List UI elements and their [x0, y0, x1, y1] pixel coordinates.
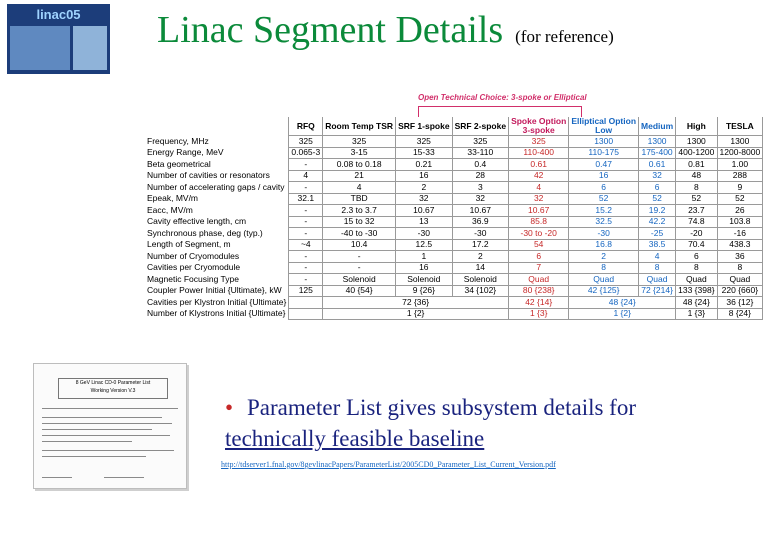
table-cell: 72 {36}	[323, 297, 509, 309]
col-label: Low	[595, 125, 613, 135]
table-cell: 9 {26}	[396, 285, 453, 297]
col-header-spoke	[509, 117, 569, 136]
document-line	[42, 450, 174, 451]
table-cell: 0.4	[452, 159, 509, 171]
table-cell: 15 to 32	[323, 216, 396, 228]
table-cell: 0.81	[676, 159, 717, 171]
col-header: SRF 2-spoke	[452, 117, 509, 136]
slide-title	[157, 8, 614, 52]
table-cell: -	[289, 262, 323, 274]
document-line	[42, 417, 162, 418]
parameter-label: Energy Range, MeV	[147, 147, 224, 158]
bullet-point	[225, 392, 715, 454]
parameter-label: Number of cavities or resonators	[147, 170, 270, 181]
table-cell: 36 {12}	[717, 297, 763, 309]
table-cell: 42.2	[639, 216, 676, 228]
table-cell: 80 {238}	[509, 285, 569, 297]
parameter-label: Length of Segment, m	[147, 239, 231, 250]
col-header: Medium	[639, 117, 676, 136]
table-cell: 8 {24}	[717, 308, 763, 320]
parameter-label: Epeak, MV/m	[147, 193, 199, 204]
table-cell: Quad	[569, 274, 639, 286]
table-cell: 21	[323, 170, 396, 182]
title-text: Linac Segment Details	[157, 9, 504, 51]
table-cell: 33-110	[452, 147, 509, 159]
table-cell: -20	[676, 228, 717, 240]
document-line	[42, 477, 72, 478]
table-cell: 28	[452, 170, 509, 182]
table-cell: -	[323, 262, 396, 274]
table-cell: 325	[509, 136, 569, 148]
document-line	[42, 456, 146, 457]
table-cell: 15.2	[569, 205, 639, 217]
table-cell: -	[289, 216, 323, 228]
table-cell: Solenoid	[452, 274, 509, 286]
table-cell: 32.1	[289, 193, 323, 205]
document-version: Working Version V.3	[90, 388, 136, 394]
table-cell: 19.2	[639, 205, 676, 217]
table-cell: 288	[717, 170, 763, 182]
col-label: 3-spoke	[522, 125, 555, 135]
col-header: TESLA	[717, 117, 763, 136]
table-row	[147, 228, 763, 240]
table-cell: Quad	[509, 274, 569, 286]
table-cell: 36	[717, 251, 763, 263]
table-cell: 1300	[569, 136, 639, 148]
table-cell: -16	[717, 228, 763, 240]
parameter-label: Cavities per Klystron Initial {Ultimate}	[147, 296, 287, 307]
table-row	[147, 297, 763, 309]
table-cell: 4	[639, 251, 676, 263]
table-row	[147, 159, 763, 171]
table-cell: 125	[289, 285, 323, 297]
table-cell: 16	[396, 170, 453, 182]
parameter-table	[147, 117, 763, 320]
table-cell: 110-175	[569, 147, 639, 159]
table-cell: 16	[396, 262, 453, 274]
table-cell: -40 to -30	[323, 228, 396, 240]
table-cell: 15-33	[396, 147, 453, 159]
table-row	[147, 216, 763, 228]
table-cell: 52	[569, 193, 639, 205]
document-line	[42, 429, 152, 430]
table-cell: 14	[452, 262, 509, 274]
table-cell: 42 {125}	[569, 285, 639, 297]
table-cell: Solenoid	[323, 274, 396, 286]
table-cell: 1 {3}	[676, 308, 717, 320]
table-cell: 32	[452, 193, 509, 205]
table-cell: 54	[509, 239, 569, 251]
table-cell: 10.4	[323, 239, 396, 251]
table-cell: 85.8	[509, 216, 569, 228]
table-cell: 8	[676, 262, 717, 274]
group-label: Elliptical Option	[571, 116, 637, 126]
table-cell: -	[289, 182, 323, 194]
table-body	[147, 136, 763, 320]
table-cell: 42	[509, 170, 569, 182]
document-line	[42, 423, 172, 424]
table-cell: 32	[639, 170, 676, 182]
col-header: Room Temp TSR	[323, 117, 396, 136]
table-cell: -30	[452, 228, 509, 240]
table-row	[147, 308, 763, 320]
table-cell: 6	[569, 182, 639, 194]
table-cell: 72 {214}	[639, 285, 676, 297]
table-cell: 0.47	[569, 159, 639, 171]
table-cell: 17.2	[452, 239, 509, 251]
parameter-label: Coupler Power Initial {Ultimate}, kW	[147, 285, 282, 296]
table-cell: Solenoid	[396, 274, 453, 286]
table-cell: -	[323, 251, 396, 263]
table-cell: 1 {2}	[323, 308, 509, 320]
table-cell: 1300	[676, 136, 717, 148]
open-choice-annotation: Open Technical Choice: 3-spoke or Elliptical	[418, 93, 587, 102]
table-cell: 438.3	[717, 239, 763, 251]
table-cell: 6	[676, 251, 717, 263]
document-line	[42, 408, 178, 409]
table-cell: 36.9	[452, 216, 509, 228]
table-cell: 34 {102}	[452, 285, 509, 297]
table-cell	[289, 308, 323, 320]
table-cell: 2	[569, 251, 639, 263]
document-line	[42, 435, 170, 436]
table-cell: 12.5	[396, 239, 453, 251]
table-cell: -	[289, 159, 323, 171]
table-cell: 16.8	[569, 239, 639, 251]
table-cell	[289, 297, 323, 309]
table-cell: -30	[396, 228, 453, 240]
document-line	[42, 441, 132, 442]
table-cell: 2.3 to 3.7	[323, 205, 396, 217]
bullet-text: Parameter List gives subsystem details for	[247, 395, 637, 420]
table-cell: 1 {3}	[509, 308, 569, 320]
col-header: High	[676, 117, 717, 136]
table-cell: -	[289, 274, 323, 286]
table-cell: 133 {398}	[676, 285, 717, 297]
table-cell: 32	[396, 193, 453, 205]
table-cell: 70.4	[676, 239, 717, 251]
table-header-row	[147, 117, 763, 136]
parameter-label: Number of Cryomodules	[147, 250, 240, 261]
table-cell: 1.00	[717, 159, 763, 171]
table-row	[147, 170, 763, 182]
table-cell: 0.065-3	[289, 147, 323, 159]
table-cell: 325	[323, 136, 396, 148]
table-cell: -	[289, 228, 323, 240]
group-label: Spoke Option	[511, 116, 567, 126]
table-cell: 110-400	[509, 147, 569, 159]
table-cell: 1	[396, 251, 453, 263]
table-cell: 52	[676, 193, 717, 205]
document-header	[58, 378, 168, 399]
table-cell: 9	[717, 182, 763, 194]
table-cell: 325	[452, 136, 509, 148]
table-cell: 8	[569, 262, 639, 274]
col-header: SRF 1-spoke	[396, 117, 453, 136]
table-cell: 3-15	[323, 147, 396, 159]
col-header-elliptical-low	[569, 117, 639, 136]
parameter-label: Frequency, MHz	[147, 135, 209, 146]
table-cell: TBD	[323, 193, 396, 205]
document-line	[104, 477, 144, 478]
table-cell: 400-1200	[676, 147, 717, 159]
table-row	[147, 136, 763, 148]
table-cell: 7	[509, 262, 569, 274]
table-row	[147, 274, 763, 286]
logo-text: linac05	[36, 7, 81, 22]
table-cell: 42 {14}	[509, 297, 569, 309]
table-cell: -30 to -20	[509, 228, 569, 240]
logo-photo	[10, 26, 70, 70]
table-cell: -	[289, 205, 323, 217]
table-row	[147, 239, 763, 251]
table-cell: 1200-8000	[717, 147, 763, 159]
table-row	[147, 285, 763, 297]
table-cell: 52	[717, 193, 763, 205]
table-cell: Quad	[717, 274, 763, 286]
parameter-label: Synchronous phase, deg (typ.)	[147, 227, 263, 238]
table-cell: 1300	[717, 136, 763, 148]
table-row	[147, 205, 763, 217]
table-cell: 103.8	[717, 216, 763, 228]
table-cell: 0.61	[639, 159, 676, 171]
parameter-label: Eacc, MV/m	[147, 204, 193, 215]
table-cell: 10.67	[452, 205, 509, 217]
table-row	[147, 262, 763, 274]
table-cell: 2	[396, 182, 453, 194]
table-cell: 3	[452, 182, 509, 194]
parameter-label: Cavities per Cryomodule	[147, 262, 241, 273]
parameter-list-link[interactable]: http://tdserver1.fnal.gov/8gevlinacPapers/ParameterList/2005CD0_Parameter_List_Current_Version.pdf	[221, 460, 556, 469]
table-cell: -30	[569, 228, 639, 240]
table-cell: 32.5	[569, 216, 639, 228]
table-cell: 8	[717, 262, 763, 274]
document-title: 8 GeV Linac CD-0 Parameter List	[75, 380, 151, 386]
table-cell: 48	[676, 170, 717, 182]
logo-photo-2	[73, 26, 107, 70]
table-cell: Quad	[676, 274, 717, 286]
parameter-label: Cavity effective length, cm	[147, 216, 247, 227]
table-cell: 10.67	[396, 205, 453, 217]
table-row	[147, 182, 763, 194]
table-cell: 220 {660}	[717, 285, 763, 297]
table-cell: 8	[639, 262, 676, 274]
table-row	[147, 251, 763, 263]
bullet-emphasis: technically feasible baseline	[225, 426, 485, 451]
table-cell: 52	[639, 193, 676, 205]
table-row	[147, 147, 763, 159]
table-cell: 32	[509, 193, 569, 205]
table-cell: 175-400	[639, 147, 676, 159]
table-cell: 0.61	[509, 159, 569, 171]
table-cell: 0.08 to 0.18	[323, 159, 396, 171]
table-cell: 8	[676, 182, 717, 194]
table-cell: 4	[289, 170, 323, 182]
table-cell: 38.5	[639, 239, 676, 251]
table-cell: -	[289, 251, 323, 263]
parameter-label: Number of Klystrons Initial {Ultimate}	[147, 308, 286, 319]
table-cell: 23.7	[676, 205, 717, 217]
table-cell: 74.8	[676, 216, 717, 228]
table-cell: ~4	[289, 239, 323, 251]
table-cell: 40 {54}	[323, 285, 396, 297]
table-cell: 2	[452, 251, 509, 263]
table-cell: 4	[509, 182, 569, 194]
table-cell: 6	[639, 182, 676, 194]
table-cell: 1300	[639, 136, 676, 148]
col-header: RFQ	[289, 117, 323, 136]
table-cell: 48 {24}	[569, 297, 676, 309]
table-cell: Quad	[639, 274, 676, 286]
table-cell: 26	[717, 205, 763, 217]
header-blank	[147, 117, 289, 136]
table-cell: 13	[396, 216, 453, 228]
table-row	[147, 193, 763, 205]
title-subtitle: (for reference)	[515, 27, 614, 46]
parameter-list-document-thumbnail[interactable]	[33, 363, 187, 489]
table-cell: 325	[396, 136, 453, 148]
table-cell: 10.67	[509, 205, 569, 217]
table-cell: 48 {24}	[676, 297, 717, 309]
table-cell: 325	[289, 136, 323, 148]
parameter-label: Beta geometrical	[147, 158, 211, 169]
table-cell: 6	[509, 251, 569, 263]
linac05-logo	[7, 4, 110, 74]
table-cell: 4	[323, 182, 396, 194]
table-cell: -25	[639, 228, 676, 240]
bullet-dot: •	[225, 395, 234, 420]
parameter-label: Number of accelerating gaps / cavity	[147, 181, 285, 192]
table-cell: 1 {2}	[569, 308, 676, 320]
table-cell: 16	[569, 170, 639, 182]
parameter-label: Magnetic Focusing Type	[147, 273, 239, 284]
table-cell: 0.21	[396, 159, 453, 171]
